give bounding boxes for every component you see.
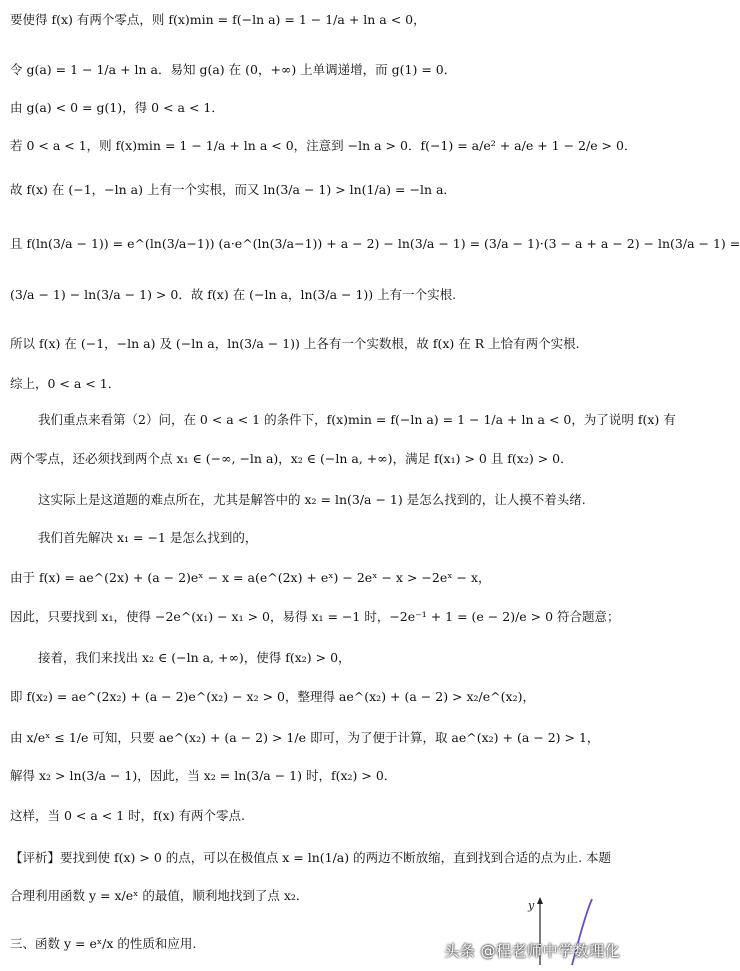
text-line: 我们重点来看第（2）问，在 0 < a < 1 的条件下，f(x)min = f(−ln a) = 1 − 1/a + ln a < 0，为了说明 f(x) 有 (38, 412, 676, 427)
text-line: (3/a − 1) − ln(3/a − 1) > 0．故 f(x) 在 (−ln a，ln(3/a − 1)) 上有一个实根. (10, 287, 457, 302)
text-line: 我们首先解决 x₁ = −1 是怎么找到的， (38, 530, 258, 545)
text-line: 故 f(x) 在 (−1，−ln a) 上有一个实根，而又 ln(3/a − 1) > ln(1/a) = −ln a． (10, 182, 456, 197)
text-line: 解得 x₂ > ln(3/a − 1)，因此，当 x₂ = ln(3/a − 1) 时，f(x₂) > 0． (10, 768, 397, 783)
text-line: 两个零点，还必须找到两个点 x₁ ∈ (−∞, −ln a)，x₂ ∈ (−ln a, +∞)，满足 f(x₁) > 0 且 f(x₂) > 0． (10, 451, 573, 466)
text-line: 接着，我们来找出 x₂ ∈ (−ln a, +∞)，使得 f(x₂) > 0， (38, 650, 351, 665)
text-line: 综上，0 < a < 1． (10, 376, 121, 391)
text-line: 若 0 < a < 1，则 f(x)min = 1 − 1/a + ln a < 0，注意到 −ln a > 0．f(−1) = a/e² + a/e + 1 − 2/e > 0． (10, 138, 637, 153)
text-line: 令 g(a) = 1 − 1/a + ln a．易知 g(a) 在 (0，+∞) 上单调递增，而 g(1) = 0． (10, 62, 457, 77)
text-line: 由 g(a) < 0 = g(1)，得 0 < a < 1． (10, 100, 224, 115)
text-line: 由 x/eˣ ≤ 1/e 可知，只要 ae^(x₂) + (a − 2) > 1/e 即可，为了便于计算，取 ae^(x₂) + (a − 2) > 1， (10, 730, 600, 745)
y-axis-label: y (528, 899, 535, 912)
text-line: 【评析】要找到使 f(x) > 0 的点，可以在极值点 x = ln(1/a) 的两边不断放缩，直到找到合适的点为止. 本题 (10, 850, 612, 865)
text-line: 由于 f(x) = ae^(2x) + (a − 2)eˣ − x = a(e^(2x) + eˣ) − 2eˣ − x > −2eˣ − x， (10, 570, 491, 585)
text-line: 这实际上是这道题的难点所在，尤其是解答中的 x₂ = ln(3/a − 1) 是怎么找到的，让人摸不着头绪. (38, 492, 586, 507)
watermark: 头条 @程老师中学数理化 (444, 942, 620, 960)
text-line: 要使得 f(x) 有两个零点，则 f(x)min = f(−ln a) = 1 − 1/a + ln a < 0， (10, 12, 426, 27)
text-line: 合理利用函数 y = x/eˣ 的最值，顺利地找到了点 x₂． (10, 888, 309, 903)
section-heading: 三、函数 y = eˣ/x 的性质和应用. (10, 936, 197, 951)
text-line: 所以 f(x) 在 (−1，−ln a) 及 (−ln a，ln(3/a − 1)) 上各有一个实数根，故 f(x) 在 R 上恰有两个实根. (10, 336, 580, 351)
y-axis-arrow-icon (537, 897, 543, 904)
text-line: 即 f(x₂) = ae^(2x₂) + (a − 2)e^(x₂) − x₂ > 0，整理得 ae^(x₂) + (a − 2) > x₂/e^(x₂)， (10, 689, 535, 704)
text-line: 且 f(ln(3/a − 1)) = e^(ln(3/a−1)) (a·e^(ln(3/a−1)) + a − 2) − ln(3/a − 1) = (3/a − 1)·(3 − a + a − 2) − ln(3/a − 1) = (10, 236, 740, 251)
text-line: 因此，只要找到 x₁，使得 −2e^(x₁) − x₁ > 0，易得 x₁ = −1 时，−2e⁻¹ + 1 = (e − 2)/e > 0 符合题意； (10, 609, 620, 624)
text-line: 这样，当 0 < a < 1 时，f(x) 有两个零点. (10, 808, 246, 823)
